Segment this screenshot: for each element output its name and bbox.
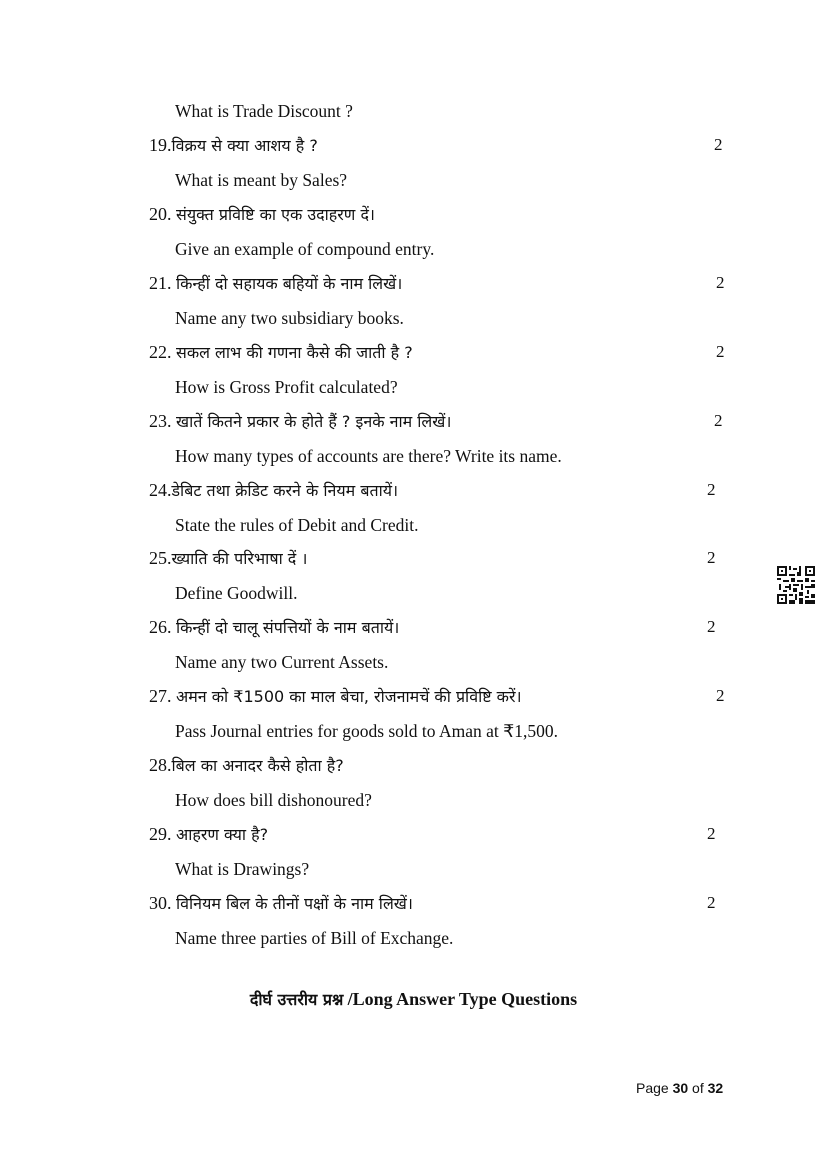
question-hindi-text: संयुक्त प्रविष्टि का एक उदाहरण दें। [176, 205, 375, 224]
question-number: 27. [149, 686, 176, 706]
question-english: How is Gross Profit calculated? [175, 377, 398, 397]
question-hindi [149, 480, 398, 501]
qr-code-icon [777, 566, 815, 604]
question-english: Name any two subsidiary books. [175, 308, 404, 328]
question-marks: 2 [714, 411, 723, 430]
question-hindi [149, 824, 268, 845]
question-hindi-text: विक्रय से क्या आशय है ? [171, 136, 318, 155]
question-hindi [149, 135, 318, 156]
question-marks: 2 [716, 342, 725, 361]
question-hindi [149, 342, 413, 363]
question-hindi-text: अमन को ₹1500 का माल बेचा, रोजनामचें की प्रविष्टि करें। [176, 687, 522, 706]
question-marks: 2 [707, 617, 716, 636]
question-english: What is Trade Discount ? [175, 101, 353, 121]
question-hindi-text: किन्हीं दो सहायक बहियों के नाम लिखें। [176, 274, 403, 293]
question-hindi [149, 893, 413, 914]
question-marks: 2 [707, 548, 716, 567]
question-number: 22. [149, 342, 176, 362]
question-number: 25. [149, 548, 172, 568]
question-hindi-text: किन्हीं दो चालू संपत्तियों के नाम बतायें। [176, 618, 400, 637]
question-number: 26. [149, 617, 176, 637]
question-hindi [149, 548, 307, 569]
question-number: 23. [149, 411, 176, 431]
page-label: Page [636, 1080, 673, 1096]
question-english: Name any two Current Assets. [175, 652, 389, 672]
question-english: How many types of accounts are there? Write its name. [175, 446, 562, 466]
question-marks: 2 [707, 893, 716, 912]
question-marks: 2 [716, 686, 725, 705]
question-hindi [149, 204, 375, 225]
question-number: 19. [149, 135, 172, 155]
question-marks: 2 [716, 273, 725, 292]
question-hindi [149, 755, 344, 776]
question-marks: 2 [714, 135, 723, 154]
question-english: Give an example of compound entry. [175, 239, 435, 259]
question-hindi [149, 617, 399, 638]
question-hindi-text: डेबिट तथा क्रेडिट करने के नियम बतायें। [171, 481, 399, 500]
question-hindi-text: बिल का अनादर कैसे होता है? [171, 756, 344, 775]
question-hindi-text: आहरण क्या है? [176, 825, 269, 844]
question-marks: 2 [707, 824, 716, 843]
page-footer [636, 1080, 723, 1096]
section-heading [0, 988, 827, 1010]
total-pages: 32 [707, 1080, 724, 1096]
question-marks: 2 [707, 480, 716, 499]
question-hindi-text: खातें कितने प्रकार के होते हैं ? इनके नाम लिखें। [176, 412, 452, 431]
question-english: What is meant by Sales? [175, 170, 348, 190]
question-hindi-text: विनियम बिल के तीनों पक्षों के नाम लिखें। [176, 894, 413, 913]
question-hindi [149, 273, 402, 294]
question-number: 28. [149, 755, 172, 775]
question-english: Pass Journal entries for goods sold to Aman at ₹1,500. [175, 721, 558, 741]
question-hindi [149, 686, 522, 707]
question-english: Name three parties of Bill of Exchange. [175, 928, 454, 948]
question-english: How does bill dishonoured? [175, 790, 372, 810]
question-english: Define Goodwill. [175, 583, 298, 603]
question-hindi-text: सकल लाभ की गणना कैसे की जाती है ? [176, 343, 413, 362]
question-number: 24. [149, 480, 172, 500]
current-page: 30 [672, 1080, 689, 1096]
question-english: State the rules of Debit and Credit. [175, 515, 419, 535]
page-of: of [688, 1080, 708, 1096]
section-heading-english: /Long Answer Type Questions [347, 989, 578, 1009]
question-english: What is Drawings? [175, 859, 310, 879]
question-hindi [149, 411, 451, 432]
question-number: 29. [149, 824, 176, 844]
question-number: 21. [149, 273, 176, 293]
question-hindi-text: ख्याति की परिभाषा दें । [171, 549, 308, 568]
question-number: 30. [149, 893, 176, 913]
question-number: 20. [149, 204, 176, 224]
section-heading-hindi: दीर्घ उत्तरीय प्रश्न [249, 990, 344, 1009]
